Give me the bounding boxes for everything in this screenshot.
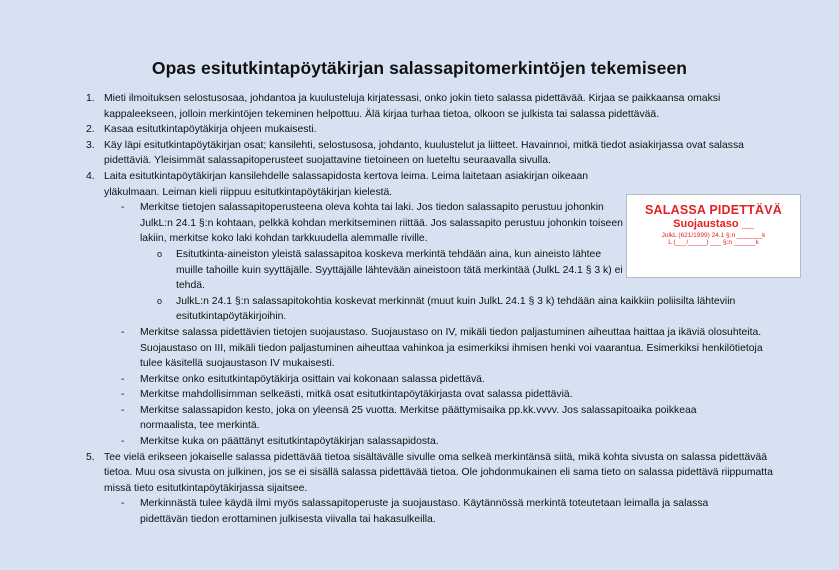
list-item-3 xyxy=(86,138,776,169)
list-item-text: Käy läpi esitutkintapöytäkirjan osat; kansilehti, selostusosa, johdanto, kuulustelut ja liitteet. Havainnoi, mitkä tiedot asiakirjassa ovat salassa pidettäviä. Yleisimmät salassapitoperusteet suojattavine tietoineen on lueteltu seuraavalla sivulla. xyxy=(104,139,744,167)
list-number: 5. xyxy=(86,451,95,463)
sub-item xyxy=(86,496,710,527)
dash-bullet: - xyxy=(121,389,125,401)
sub-item-text: Merkitse tietojen salassapitoperusteena oleva kohta tai laki. Jos tiedon salassapito perustuu johonkin JulkL:n 24.1 §:n kohtaan, pelkkä kohdan merkitseminen riittää. Jos salassapito perustuu johonkin toiseen lakiin, merkitse koko laki kohdan tarkkuudella alemmalle riville. xyxy=(140,202,623,245)
dash-bullet: - xyxy=(121,326,125,338)
sub-item-text: Merkitse salassapidon kesto, joka on yleensä 25 vuotta. Merkitse päättymisaika pp.kk.vvvv. Jos salassapitoaika poikkeaa normaalista, tee merkintä. xyxy=(140,404,697,432)
dash-bullet: - xyxy=(121,373,125,385)
stamp-title: SALASSA PIDETTÄVÄ xyxy=(645,203,782,217)
sub-sub-item-text: JulkL:n 24.1 §:n salassapitokohtia koskevat merkinnät (muut kuin JulkL 24.1 § 3 k) tehdään aina kaikkiin poliisilta lähteviin esitutkintapöytäkirjoihin. xyxy=(176,295,736,323)
dash-bullet: - xyxy=(121,202,125,214)
list-item-2 xyxy=(86,122,776,138)
sub-item-text: Merkitse salassa pidettävien tietojen suojaustaso. Suojaustaso on IV, mikäli tiedon paljastuminen aiheuttaa haittaa ja ikäviä olosuhteita. Suojaustaso on III, mikäli tiedon paljastuminen aiheuttaa vahinkoa ja esimerkiksi ihmisen henki voi vaarantua. Esimerkiksi henkilötietoja tulee käsitellä suojaustason IV mukaisesti. xyxy=(140,326,763,370)
sub-item-text: Merkitse onko esitutkintapöytäkirja osittain vai kokonaan salassa pidettävä. xyxy=(140,373,485,385)
sub-item-text: Merkitse mahdollisimman selkeästi, mitkä osat esitutkintapöytäkirjasta ovat salassa pidettäviä. xyxy=(140,389,573,401)
sub-item xyxy=(86,200,634,247)
stamp-protection-level: Suojaustaso __ xyxy=(673,218,754,230)
sub-sub-item xyxy=(86,294,776,325)
stamp-other-law: L (___/_____) ___ §:n ______k xyxy=(668,239,759,246)
circle-bullet: o xyxy=(157,248,163,259)
instructions-list xyxy=(86,91,776,528)
stamp-law-reference: JulkL (621/1999) 24.1 §:n _______k xyxy=(661,232,766,239)
circle-bullet: o xyxy=(157,295,163,306)
sub-item-text: Merkinnästä tulee käydä ilmi myös salassapitoperuste ja suojaustaso. Käytännössä merkintä toteutetaan leimalla ja salassa pidettävän tiedon erottaminen julkisesta viivalla tai hakasulkeilla. xyxy=(140,498,709,526)
dash-bullet: - xyxy=(121,436,125,448)
sub-item xyxy=(86,372,776,388)
list-number: 4. xyxy=(86,170,95,182)
list-item-1 xyxy=(86,91,776,122)
sub-item xyxy=(86,434,776,450)
list-item-text: Mieti ilmoituksen selostusosaa, johdantoa ja kuulusteluja kirjatessasi, onko jokin tieto salassa pidettävää. Kirjaa se paikkaansa omaksi kappaleekseen, jolloin merkintöjen tekeminen helpottuu. Älä kirjaa turhaa tietoa, olkoon se julkista tai salassa pidettävää. xyxy=(104,93,721,120)
list-item-text: Tee vielä erikseen jokaiselle salassa pidettävää tietoa sisältävälle sivulle oma selkeä merkintänsä siitä, mikä kohta sivusta on salassa pidettävää tietoa. Muu osa sivusta on julkinen, jos se ei sisällä salassa pidettävää tietoa. Ole johdonmukainen eli sama tieto on salassa pidettävä riippumatta missä tieto esitutkintapöytäkirjassa sijaitsee. xyxy=(104,451,773,494)
list-number: 1. xyxy=(86,93,95,104)
sub-item xyxy=(86,325,776,372)
dash-bullet: - xyxy=(121,404,125,416)
sub-sub-item-text: Esitutkinta-aineiston yleistä salassapitoa koskeva merkintä tehdään aina, kun aineisto lähtee muille tahoille kuin syyttäjälle. Syyttäjälle lähtevään aineistoon tätä merkintää (JulkL 24.1 § 3 k) ei tehdä. xyxy=(176,248,623,292)
list-number: 3. xyxy=(86,139,95,151)
page-title: Opas esitutkintapöytäkirjan salassapitomerkintöjen tekemiseen xyxy=(151,58,688,78)
stamp-content xyxy=(634,203,793,246)
list-item-4 xyxy=(86,169,604,200)
sub-item xyxy=(86,387,776,403)
confidentiality-stamp xyxy=(626,194,801,278)
sub-sub-item xyxy=(86,247,626,294)
list-item-5 xyxy=(86,450,776,497)
list-item-text: Kasaa esitutkintapöytäkirja ohjeen mukaisesti. xyxy=(104,124,317,136)
sub-item xyxy=(86,403,700,434)
sub-item-text: Merkitse kuka on päättänyt esitutkintapöytäkirjan salassapidosta. xyxy=(140,436,439,448)
list-number: 2. xyxy=(86,124,95,136)
dash-bullet: - xyxy=(121,498,125,510)
list-item-text: Laita esitutkintapöytäkirjan kansilehdelle salassapidosta kertova leima. Leima laitetaan asiakirjan oikeaan yläkulmaan. Leiman kieli riippuu esitutkintapöytäkirjan kielestä. xyxy=(104,170,589,198)
